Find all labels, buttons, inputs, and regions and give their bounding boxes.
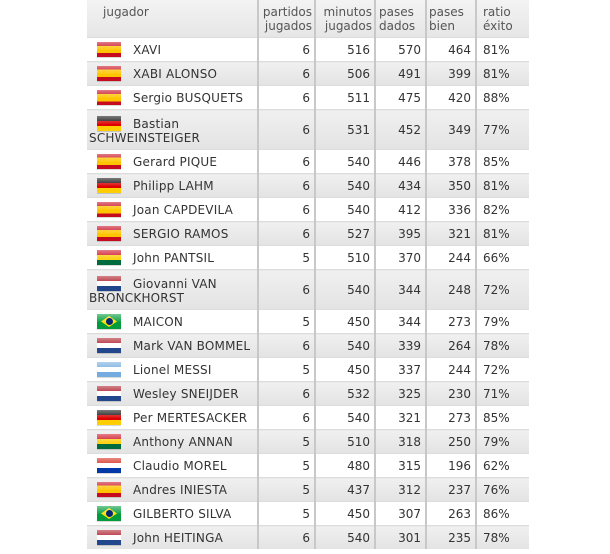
table-row — [87, 246, 529, 270]
passes-completed-cell: 244 — [426, 358, 476, 382]
header-good-line2: bien — [429, 19, 455, 33]
minutes-played-cell: 511 — [315, 86, 375, 110]
player-cell — [87, 150, 258, 174]
header-matches-played[interactable] — [258, 0, 315, 38]
passes-completed-cell: 244 — [426, 246, 476, 270]
passes-completed-cell: 264 — [426, 334, 476, 358]
success-ratio-cell: 81% — [476, 174, 529, 198]
table-row — [87, 270, 529, 310]
player-cell — [87, 382, 258, 406]
player-name[interactable]: MAICON — [133, 315, 184, 329]
header-passes-line1: pases — [379, 5, 414, 19]
player-cell — [87, 38, 258, 62]
passes-completed-cell: 248 — [426, 270, 476, 310]
table-row — [87, 150, 529, 174]
success-ratio-cell: 81% — [476, 62, 529, 86]
passes-made-cell: 452 — [375, 110, 426, 150]
passes-completed-cell: 230 — [426, 382, 476, 406]
germany-flag-icon — [97, 410, 121, 425]
matches-played-cell: 5 — [258, 454, 315, 478]
passes-completed-cell: 336 — [426, 198, 476, 222]
matches-played-cell: 5 — [258, 358, 315, 382]
header-passes-made[interactable] — [375, 0, 426, 38]
player-name[interactable]: John PANTSIL — [133, 251, 215, 265]
player-name[interactable]: Lionel MESSI — [133, 363, 212, 377]
minutes-played-cell: 510 — [315, 246, 375, 270]
matches-played-cell: 5 — [258, 430, 315, 454]
passes-made-cell: 491 — [375, 62, 426, 86]
minutes-played-cell: 540 — [315, 334, 375, 358]
passes-completed-cell: 464 — [426, 38, 476, 62]
success-ratio-cell: 78% — [476, 526, 529, 550]
player-cell — [87, 310, 258, 334]
minutes-played-cell: 516 — [315, 38, 375, 62]
header-minutes-line1: minutos — [323, 5, 372, 19]
minutes-played-cell: 437 — [315, 478, 375, 502]
table-row — [87, 198, 529, 222]
matches-played-cell: 6 — [258, 150, 315, 174]
header-ratio-line2: éxito — [483, 19, 513, 33]
success-ratio-cell: 88% — [476, 86, 529, 110]
success-ratio-cell: 72% — [476, 270, 529, 310]
success-ratio-cell: 76% — [476, 478, 529, 502]
passes-made-cell: 301 — [375, 526, 426, 550]
header-passes-line2: dados — [379, 19, 416, 33]
player-cell — [87, 358, 258, 382]
player-name[interactable]: Mark VAN BOMMEL — [133, 339, 251, 353]
minutes-played-cell: 532 — [315, 382, 375, 406]
player-name[interactable]: Claudio MOREL — [133, 459, 227, 473]
passes-made-cell: 570 — [375, 38, 426, 62]
passes-completed-cell: 237 — [426, 478, 476, 502]
minutes-played-cell: 540 — [315, 150, 375, 174]
passes-made-cell: 434 — [375, 174, 426, 198]
success-ratio-cell: 85% — [476, 406, 529, 430]
player-passing-stats-table — [87, 0, 529, 549]
player-name[interactable]: GILBERTO SILVA — [133, 507, 232, 521]
player-name[interactable]: Anthony ANNAN — [133, 435, 233, 449]
table-row — [87, 454, 529, 478]
matches-played-cell: 5 — [258, 478, 315, 502]
brazil-flag-icon — [97, 314, 121, 329]
matches-played-cell: 6 — [258, 526, 315, 550]
passes-completed-cell: 321 — [426, 222, 476, 246]
matches-played-cell: 6 — [258, 334, 315, 358]
player-cell — [87, 110, 258, 150]
player-cell — [87, 62, 258, 86]
header-passes-completed[interactable] — [426, 0, 476, 38]
minutes-played-cell: 480 — [315, 454, 375, 478]
matches-played-cell: 6 — [258, 86, 315, 110]
player-cell — [87, 198, 258, 222]
header-good-line1: pases — [429, 5, 464, 19]
player-cell — [87, 430, 258, 454]
passes-completed-cell: 250 — [426, 430, 476, 454]
netherlands-flag-icon — [97, 386, 121, 401]
table-row — [87, 382, 529, 406]
ghana-flag-icon — [97, 434, 121, 449]
minutes-played-cell: 540 — [315, 174, 375, 198]
table-row — [87, 310, 529, 334]
player-name[interactable]: Per MERTESACKER — [133, 411, 248, 425]
matches-played-cell: 6 — [258, 406, 315, 430]
table-row — [87, 406, 529, 430]
player-name[interactable]: John HEITINGA — [133, 531, 224, 545]
player-name[interactable]: Gerard PIQUE — [133, 155, 218, 169]
player-cell — [87, 478, 258, 502]
passes-made-cell: 344 — [375, 310, 426, 334]
player-name[interactable]: SERGIO RAMOS — [133, 227, 229, 241]
player-name[interactable]: XAVI — [133, 43, 162, 57]
spain-flag-icon — [97, 202, 121, 217]
paraguay-flag-icon — [97, 458, 121, 473]
success-ratio-cell: 66% — [476, 246, 529, 270]
table-row — [87, 478, 529, 502]
passes-made-cell: 325 — [375, 382, 426, 406]
table-row — [87, 358, 529, 382]
matches-played-cell: 6 — [258, 174, 315, 198]
passes-made-cell: 412 — [375, 198, 426, 222]
spain-flag-icon — [97, 226, 121, 241]
passes-made-cell: 312 — [375, 478, 426, 502]
player-cell — [87, 406, 258, 430]
passes-completed-cell: 378 — [426, 150, 476, 174]
player-name[interactable]: Joan CAPDEVILA — [133, 203, 234, 217]
passes-completed-cell: 350 — [426, 174, 476, 198]
table-row — [87, 222, 529, 246]
header-matches-line2: jugados — [264, 19, 312, 33]
success-ratio-cell: 79% — [476, 430, 529, 454]
player-name-line2: SCHWEINSTEIGER — [89, 131, 201, 145]
table-row — [87, 38, 529, 62]
player-name[interactable]: Andres INIESTA — [133, 483, 228, 497]
minutes-played-cell: 540 — [315, 270, 375, 310]
passes-made-cell: 395 — [375, 222, 426, 246]
table-row — [87, 174, 529, 198]
player-name[interactable]: Philipp LAHM — [133, 179, 214, 193]
passes-completed-cell: 273 — [426, 310, 476, 334]
success-ratio-cell: 72% — [476, 358, 529, 382]
passes-completed-cell: 196 — [426, 454, 476, 478]
success-ratio-cell: 81% — [476, 38, 529, 62]
success-ratio-cell: 71% — [476, 382, 529, 406]
success-ratio-cell: 82% — [476, 198, 529, 222]
success-ratio-cell: 77% — [476, 110, 529, 150]
table-header-row — [87, 0, 529, 38]
passes-made-cell: 315 — [375, 454, 426, 478]
header-ratio-line1: ratio — [483, 5, 511, 19]
success-ratio-cell: 81% — [476, 222, 529, 246]
passes-made-cell: 318 — [375, 430, 426, 454]
minutes-played-cell: 450 — [315, 310, 375, 334]
player-cell — [87, 334, 258, 358]
germany-flag-icon — [97, 178, 121, 193]
spain-flag-icon — [97, 66, 121, 81]
passes-made-cell: 446 — [375, 150, 426, 174]
player-name[interactable] — [87, 114, 257, 145]
netherlands-flag-icon — [97, 338, 121, 353]
matches-played-cell: 5 — [258, 502, 315, 526]
matches-played-cell: 6 — [258, 198, 315, 222]
table-row — [87, 430, 529, 454]
minutes-played-cell: 450 — [315, 358, 375, 382]
matches-played-cell: 5 — [258, 310, 315, 334]
player-name[interactable]: XABI ALONSO — [133, 67, 218, 81]
passes-made-cell: 344 — [375, 270, 426, 310]
matches-played-cell: 6 — [258, 110, 315, 150]
matches-played-cell: 6 — [258, 222, 315, 246]
minutes-played-cell: 527 — [315, 222, 375, 246]
player-cell — [87, 246, 258, 270]
minutes-played-cell: 540 — [315, 526, 375, 550]
success-ratio-cell: 78% — [476, 334, 529, 358]
player-cell — [87, 526, 258, 550]
passes-completed-cell: 235 — [426, 526, 476, 550]
passes-made-cell: 370 — [375, 246, 426, 270]
matches-played-cell: 5 — [258, 246, 315, 270]
player-cell — [87, 174, 258, 198]
passes-completed-cell: 263 — [426, 502, 476, 526]
argentina-flag-icon — [97, 362, 121, 377]
table-row — [87, 334, 529, 358]
spain-flag-icon — [97, 42, 121, 57]
spain-flag-icon — [97, 154, 121, 169]
spain-flag-icon — [97, 482, 121, 497]
passes-completed-cell: 420 — [426, 86, 476, 110]
minutes-played-cell: 510 — [315, 430, 375, 454]
spain-flag-icon — [97, 90, 121, 105]
success-ratio-cell: 79% — [476, 310, 529, 334]
header-matches-line1: partidos — [262, 5, 312, 19]
player-cell — [87, 222, 258, 246]
passes-made-cell: 339 — [375, 334, 426, 358]
minutes-played-cell: 506 — [315, 62, 375, 86]
minutes-played-cell: 540 — [315, 406, 375, 430]
ghana-flag-icon — [97, 250, 121, 265]
player-cell — [87, 86, 258, 110]
player-cell — [87, 454, 258, 478]
table-row — [87, 86, 529, 110]
passes-completed-cell: 349 — [426, 110, 476, 150]
player-name-line1: Giovanni VAN — [133, 277, 217, 291]
player-cell — [87, 270, 258, 310]
player-cell — [87, 502, 258, 526]
minutes-played-cell: 540 — [315, 198, 375, 222]
header-minutes-line2: jugados — [324, 19, 372, 33]
header-player[interactable] — [87, 0, 258, 38]
table-row — [87, 526, 529, 550]
matches-played-cell: 6 — [258, 270, 315, 310]
header-minutes-played[interactable] — [315, 0, 375, 38]
passes-completed-cell: 273 — [426, 406, 476, 430]
success-ratio-cell: 85% — [476, 150, 529, 174]
player-name[interactable] — [87, 274, 257, 305]
minutes-played-cell: 531 — [315, 110, 375, 150]
player-name-line1: Bastian — [133, 117, 180, 131]
passes-made-cell: 321 — [375, 406, 426, 430]
brazil-flag-icon — [97, 506, 121, 521]
germany-flag-icon — [97, 116, 121, 131]
table-row — [87, 62, 529, 86]
success-ratio-cell: 86% — [476, 502, 529, 526]
passes-made-cell: 475 — [375, 86, 426, 110]
passes-completed-cell: 399 — [426, 62, 476, 86]
header-success-ratio[interactable] — [476, 0, 529, 38]
netherlands-flag-icon — [97, 276, 121, 291]
passes-made-cell: 337 — [375, 358, 426, 382]
player-name[interactable]: Wesley SNEIJDER — [133, 387, 239, 401]
table-row — [87, 502, 529, 526]
player-name[interactable]: Sergio BUSQUETS — [133, 91, 244, 105]
player-name-line2: BRONCKHORST — [89, 291, 185, 305]
netherlands-flag-icon — [97, 530, 121, 545]
matches-played-cell: 6 — [258, 38, 315, 62]
passes-made-cell: 307 — [375, 502, 426, 526]
matches-played-cell: 6 — [258, 382, 315, 406]
header-player-label: jugador — [103, 5, 149, 19]
minutes-played-cell: 450 — [315, 502, 375, 526]
matches-played-cell: 6 — [258, 62, 315, 86]
success-ratio-cell: 62% — [476, 454, 529, 478]
table-row — [87, 110, 529, 150]
